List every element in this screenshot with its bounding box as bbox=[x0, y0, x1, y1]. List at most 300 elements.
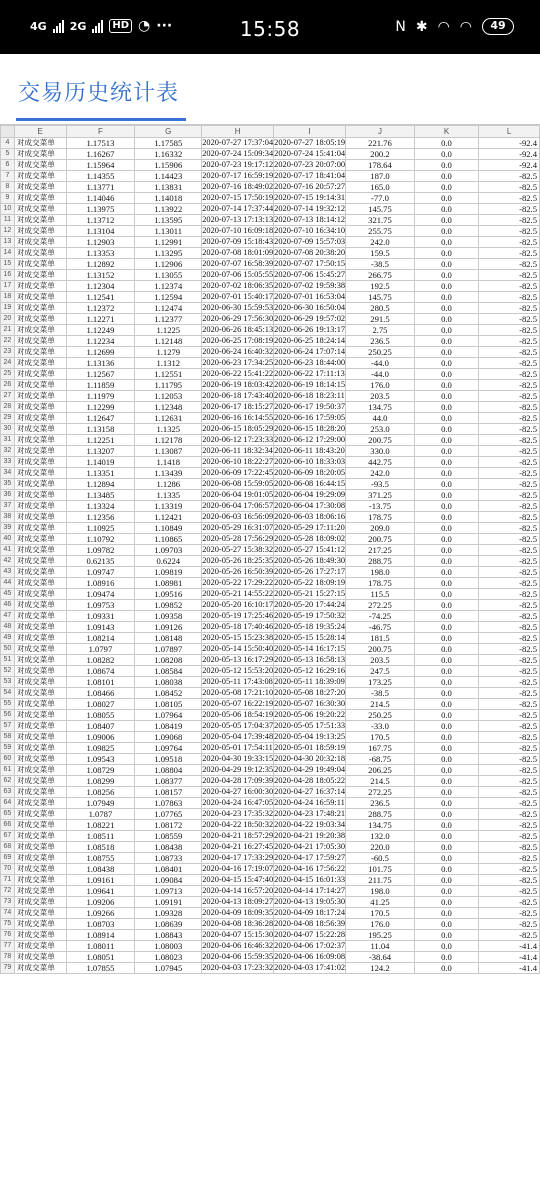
close-time-cell[interactable]: 2020-06-18 18:23:11 bbox=[274, 391, 345, 400]
row-number[interactable]: 45 bbox=[1, 589, 15, 600]
close-price-cell[interactable]: 1.07964 bbox=[135, 710, 202, 721]
swap-cell[interactable]: -41.4 bbox=[479, 952, 540, 963]
row-number[interactable]: 18 bbox=[1, 292, 15, 303]
open-price-cell[interactable]: 1.07855 bbox=[66, 963, 135, 974]
commission-cell[interactable]: 0.0 bbox=[414, 930, 478, 941]
open-time-cell[interactable]: 2020-07-23 19:17:12 bbox=[202, 160, 274, 169]
open-price-cell[interactable]: 1.13324 bbox=[66, 501, 135, 512]
trade-type-cell[interactable]: 对成交菜单 bbox=[14, 886, 66, 897]
profit-cell[interactable]: 159.5 bbox=[346, 248, 415, 259]
profit-cell[interactable]: -60.5 bbox=[346, 853, 415, 864]
open-time-cell[interactable]: 2020-05-26 18:25:35 bbox=[202, 556, 274, 565]
open-time-cell[interactable]: 2020-05-29 16:31:07 bbox=[202, 523, 274, 532]
row-number[interactable]: 33 bbox=[1, 457, 15, 468]
trade-type-cell[interactable]: 对成交菜单 bbox=[14, 589, 66, 600]
close-price-cell[interactable]: 1.08023 bbox=[135, 952, 202, 963]
open-time-cell[interactable]: 2020-05-22 17:29:22 bbox=[202, 578, 274, 587]
trade-type-cell[interactable]: 对成交菜单 bbox=[14, 160, 66, 171]
profit-cell[interactable]: 115.5 bbox=[346, 589, 415, 600]
close-price-cell[interactable]: 1.13922 bbox=[135, 204, 202, 215]
open-price-cell[interactable]: 1.08051 bbox=[66, 952, 135, 963]
commission-cell[interactable]: 0.0 bbox=[414, 842, 478, 853]
open-price-cell[interactable]: 1.09825 bbox=[66, 743, 135, 754]
close-price-cell[interactable]: 1.08377 bbox=[135, 776, 202, 787]
profit-cell[interactable]: 247.5 bbox=[346, 666, 415, 677]
commission-cell[interactable]: 0.0 bbox=[414, 347, 478, 358]
open-time-cell[interactable]: 2020-07-10 16:09:18 bbox=[202, 226, 274, 235]
open-price-cell[interactable]: 0.62135 bbox=[66, 556, 135, 567]
close-time-cell[interactable]: 2020-07-23 20:07:00 bbox=[274, 160, 346, 169]
commission-cell[interactable]: 0.0 bbox=[414, 534, 478, 545]
swap-cell[interactable]: -82.5 bbox=[479, 765, 540, 776]
trade-type-cell[interactable]: 对成交菜单 bbox=[14, 281, 66, 292]
row-number[interactable]: 28 bbox=[1, 402, 15, 413]
row-number[interactable]: 21 bbox=[1, 325, 15, 336]
trade-type-cell[interactable]: 对成交菜单 bbox=[14, 369, 66, 380]
profit-cell[interactable]: 203.5 bbox=[346, 391, 415, 402]
open-price-cell[interactable]: 1.11979 bbox=[66, 391, 135, 402]
close-time-cell[interactable]: 2020-05-06 19:20:22 bbox=[274, 710, 346, 719]
commission-cell[interactable]: 0.0 bbox=[414, 765, 478, 776]
profit-cell[interactable]: 272.25 bbox=[346, 787, 415, 798]
row-number[interactable]: 39 bbox=[1, 523, 15, 534]
close-price-cell[interactable]: 1.08419 bbox=[135, 721, 202, 732]
swap-cell[interactable]: -82.5 bbox=[479, 589, 540, 600]
commission-cell[interactable]: 0.0 bbox=[414, 721, 478, 732]
column-header[interactable]: F bbox=[66, 126, 135, 138]
row-number[interactable]: 15 bbox=[1, 259, 15, 270]
open-price-cell[interactable]: 1.12249 bbox=[66, 325, 135, 336]
row-number[interactable]: 57 bbox=[1, 721, 15, 732]
profit-cell[interactable]: 192.5 bbox=[346, 281, 415, 292]
close-price-cell[interactable]: 1.16332 bbox=[135, 149, 202, 160]
close-time-cell[interactable]: 2020-04-27 16:37:14 bbox=[274, 787, 346, 796]
commission-cell[interactable]: 0.0 bbox=[414, 556, 478, 567]
swap-cell[interactable]: -82.5 bbox=[479, 281, 540, 292]
commission-cell[interactable]: 0.0 bbox=[414, 886, 478, 897]
commission-cell[interactable]: 0.0 bbox=[414, 963, 478, 974]
close-time-cell[interactable]: 2020-07-17 18:41:04 bbox=[274, 171, 346, 180]
open-price-cell[interactable]: 1.08755 bbox=[66, 853, 135, 864]
row-number[interactable]: 36 bbox=[1, 490, 15, 501]
close-time-cell[interactable]: 2020-05-28 18:09:02 bbox=[274, 534, 346, 543]
close-time-cell[interactable]: 2020-04-03 17:41:02 bbox=[274, 963, 346, 972]
close-price-cell[interactable]: 1.1312 bbox=[135, 358, 202, 369]
profit-cell[interactable]: 181.5 bbox=[346, 633, 415, 644]
swap-cell[interactable]: -82.5 bbox=[479, 787, 540, 798]
row-number[interactable]: 10 bbox=[1, 204, 15, 215]
trade-type-cell[interactable]: 对成交菜单 bbox=[14, 380, 66, 391]
profit-cell[interactable]: -33.0 bbox=[346, 721, 415, 732]
close-time-cell[interactable]: 2020-07-15 19:14:31 bbox=[274, 193, 346, 202]
open-price-cell[interactable]: 1.08729 bbox=[66, 765, 135, 776]
commission-cell[interactable]: 0.0 bbox=[414, 204, 478, 215]
close-time-cell[interactable]: 2020-06-04 19:29:09 bbox=[274, 490, 346, 499]
row-number[interactable]: 13 bbox=[1, 237, 15, 248]
trade-type-cell[interactable]: 对成交菜单 bbox=[14, 204, 66, 215]
swap-cell[interactable]: -82.5 bbox=[479, 721, 540, 732]
swap-cell[interactable]: -82.5 bbox=[479, 402, 540, 413]
open-price-cell[interactable]: 1.08438 bbox=[66, 864, 135, 875]
close-price-cell[interactable]: 1.13087 bbox=[135, 446, 202, 457]
profit-cell[interactable]: 217.25 bbox=[346, 545, 415, 556]
swap-cell[interactable]: -82.5 bbox=[479, 875, 540, 886]
open-time-cell[interactable]: 2020-06-08 15:59:05 bbox=[202, 479, 274, 488]
close-price-cell[interactable]: 1.12421 bbox=[135, 512, 202, 523]
trade-type-cell[interactable]: 对成交菜单 bbox=[14, 523, 66, 534]
close-price-cell[interactable]: 1.13295 bbox=[135, 248, 202, 259]
profit-cell[interactable]: -38.5 bbox=[346, 259, 415, 270]
open-price-cell[interactable]: 1.14355 bbox=[66, 171, 135, 182]
close-price-cell[interactable]: 1.09516 bbox=[135, 589, 202, 600]
open-price-cell[interactable]: 1.12356 bbox=[66, 512, 135, 523]
open-time-cell[interactable]: 2020-04-14 16:57:20 bbox=[202, 886, 274, 895]
swap-cell[interactable]: -82.5 bbox=[479, 930, 540, 941]
open-time-cell[interactable]: 2020-04-07 15:15:30 bbox=[202, 930, 274, 939]
open-price-cell[interactable]: 1.09331 bbox=[66, 611, 135, 622]
row-number[interactable]: 65 bbox=[1, 809, 15, 820]
profit-cell[interactable]: 330.0 bbox=[346, 446, 415, 457]
profit-cell[interactable]: 266.75 bbox=[346, 270, 415, 281]
close-time-cell[interactable]: 2020-05-14 16:17:15 bbox=[274, 644, 346, 653]
trade-type-cell[interactable]: 对成交菜单 bbox=[14, 138, 66, 149]
swap-cell[interactable]: -82.5 bbox=[479, 699, 540, 710]
commission-cell[interactable]: 0.0 bbox=[414, 941, 478, 952]
profit-cell[interactable]: 198.0 bbox=[346, 567, 415, 578]
close-time-cell[interactable]: 2020-06-11 18:43:20 bbox=[274, 446, 345, 455]
swap-cell[interactable]: -82.5 bbox=[479, 226, 540, 237]
trade-type-cell[interactable]: 对成交菜单 bbox=[14, 171, 66, 182]
open-price-cell[interactable]: 1.09543 bbox=[66, 754, 135, 765]
row-number[interactable]: 74 bbox=[1, 908, 15, 919]
close-time-cell[interactable]: 2020-07-08 20:38:20 bbox=[274, 248, 346, 257]
close-time-cell[interactable]: 2020-05-22 18:09:19 bbox=[274, 578, 346, 587]
close-price-cell[interactable]: 1.1279 bbox=[135, 347, 202, 358]
commission-cell[interactable]: 0.0 bbox=[414, 270, 478, 281]
close-price-cell[interactable]: 1.10865 bbox=[135, 534, 202, 545]
swap-cell[interactable]: -82.5 bbox=[479, 413, 540, 424]
commission-cell[interactable]: 0.0 bbox=[414, 820, 478, 831]
open-price-cell[interactable]: 1.12647 bbox=[66, 413, 135, 424]
open-price-cell[interactable]: 1.09782 bbox=[66, 545, 135, 556]
close-time-cell[interactable]: 2020-05-08 18:27:20 bbox=[274, 688, 346, 697]
trade-type-cell[interactable]: 对成交菜单 bbox=[14, 215, 66, 226]
close-price-cell[interactable]: 0.6224 bbox=[135, 556, 202, 567]
close-price-cell[interactable]: 1.08559 bbox=[135, 831, 202, 842]
profit-cell[interactable]: 220.0 bbox=[346, 842, 415, 853]
row-number[interactable]: 42 bbox=[1, 556, 15, 567]
swap-cell[interactable]: -82.5 bbox=[479, 578, 540, 589]
row-number[interactable]: 41 bbox=[1, 545, 15, 556]
open-time-cell[interactable]: 2020-07-17 16:59:19 bbox=[202, 171, 274, 180]
open-price-cell[interactable]: 1.08703 bbox=[66, 919, 135, 930]
profit-cell[interactable]: 178.75 bbox=[346, 578, 415, 589]
commission-cell[interactable]: 0.0 bbox=[414, 710, 478, 721]
profit-cell[interactable]: 255.75 bbox=[346, 226, 415, 237]
swap-cell[interactable]: -82.5 bbox=[479, 248, 540, 259]
trade-type-cell[interactable]: 对成交菜单 bbox=[14, 798, 66, 809]
trade-type-cell[interactable]: 对成交菜单 bbox=[14, 347, 66, 358]
row-number[interactable]: 17 bbox=[1, 281, 15, 292]
profit-cell[interactable]: 371.25 bbox=[346, 490, 415, 501]
open-price-cell[interactable]: 1.16267 bbox=[66, 149, 135, 160]
commission-cell[interactable]: 0.0 bbox=[414, 160, 478, 171]
open-time-cell[interactable]: 2020-07-15 17:50:19 bbox=[202, 193, 274, 202]
open-time-cell[interactable]: 2020-06-24 16:40:32 bbox=[202, 347, 274, 356]
commission-cell[interactable]: 0.0 bbox=[414, 479, 478, 490]
close-time-cell[interactable]: 2020-05-05 17:51:33 bbox=[274, 721, 346, 730]
commission-cell[interactable]: 0.0 bbox=[414, 457, 478, 468]
open-price-cell[interactable]: 1.08511 bbox=[66, 831, 135, 842]
row-number[interactable]: 64 bbox=[1, 798, 15, 809]
close-time-cell[interactable]: 2020-05-15 15:28:14 bbox=[274, 633, 346, 642]
commission-cell[interactable]: 0.0 bbox=[414, 193, 478, 204]
row-number[interactable]: 27 bbox=[1, 391, 15, 402]
commission-cell[interactable]: 0.0 bbox=[414, 358, 478, 369]
row-number[interactable]: 68 bbox=[1, 842, 15, 853]
close-time-cell[interactable]: 2020-04-15 16:01:33 bbox=[274, 875, 346, 884]
open-time-cell[interactable]: 2020-06-26 18:45:13 bbox=[202, 325, 274, 334]
commission-cell[interactable]: 0.0 bbox=[414, 281, 478, 292]
open-time-cell[interactable]: 2020-05-06 18:54:19 bbox=[202, 710, 274, 719]
open-price-cell[interactable]: 1.13158 bbox=[66, 424, 135, 435]
profit-cell[interactable]: 145.75 bbox=[346, 204, 415, 215]
profit-cell[interactable]: 41.25 bbox=[346, 897, 415, 908]
swap-cell[interactable]: -82.5 bbox=[479, 215, 540, 226]
open-time-cell[interactable]: 2020-05-15 15:23:38 bbox=[202, 633, 274, 642]
close-time-cell[interactable]: 2020-05-07 16:30:30 bbox=[274, 699, 346, 708]
swap-cell[interactable]: -82.5 bbox=[479, 776, 540, 787]
open-time-cell[interactable]: 2020-05-11 17:43:08 bbox=[202, 677, 273, 686]
close-price-cell[interactable]: 1.12906 bbox=[135, 259, 202, 270]
open-time-cell[interactable]: 2020-05-20 16:10:17 bbox=[202, 600, 274, 609]
commission-cell[interactable]: 0.0 bbox=[414, 743, 478, 754]
commission-cell[interactable]: 0.0 bbox=[414, 446, 478, 457]
profit-cell[interactable]: 321.75 bbox=[346, 215, 415, 226]
close-price-cell[interactable]: 1.09764 bbox=[135, 743, 202, 754]
row-number[interactable]: 56 bbox=[1, 710, 15, 721]
close-time-cell[interactable]: 2020-06-29 19:57:02 bbox=[274, 314, 346, 323]
open-time-cell[interactable]: 2020-07-24 15:09:34 bbox=[202, 149, 274, 158]
trade-type-cell[interactable]: 对成交菜单 bbox=[14, 765, 66, 776]
swap-cell[interactable]: -82.5 bbox=[479, 347, 540, 358]
profit-cell[interactable]: 2.75 bbox=[346, 325, 415, 336]
open-time-cell[interactable]: 2020-04-28 17:09:39 bbox=[202, 776, 274, 785]
trade-type-cell[interactable]: 对成交菜单 bbox=[14, 578, 66, 589]
trade-type-cell[interactable]: 对成交菜单 bbox=[14, 358, 66, 369]
close-price-cell[interactable]: 1.08038 bbox=[135, 677, 202, 688]
commission-cell[interactable]: 0.0 bbox=[414, 952, 478, 963]
close-price-cell[interactable]: 1.1225 bbox=[135, 325, 202, 336]
commission-cell[interactable]: 0.0 bbox=[414, 468, 478, 479]
trade-type-cell[interactable]: 对成交菜单 bbox=[14, 226, 66, 237]
swap-cell[interactable]: -82.5 bbox=[479, 677, 540, 688]
row-number[interactable]: 4 bbox=[1, 138, 15, 149]
close-time-cell[interactable]: 2020-04-21 17:05:30 bbox=[274, 842, 346, 851]
profit-cell[interactable]: 11.04 bbox=[346, 941, 415, 952]
open-time-cell[interactable]: 2020-04-22 18:50:32 bbox=[202, 820, 274, 829]
close-time-cell[interactable]: 2020-06-16 17:59:05 bbox=[274, 413, 346, 422]
open-time-cell[interactable]: 2020-04-06 15:59:35 bbox=[202, 952, 274, 961]
open-time-cell[interactable]: 2020-07-08 18:01:09 bbox=[202, 248, 274, 257]
trade-type-cell[interactable]: 对成交菜单 bbox=[14, 875, 66, 886]
open-price-cell[interactable]: 1.08466 bbox=[66, 688, 135, 699]
profit-cell[interactable]: -44.0 bbox=[346, 369, 415, 380]
open-price-cell[interactable]: 1.08407 bbox=[66, 721, 135, 732]
trade-type-cell[interactable]: 对成交菜单 bbox=[14, 292, 66, 303]
profit-cell[interactable]: 176.0 bbox=[346, 380, 415, 391]
row-number[interactable]: 46 bbox=[1, 600, 15, 611]
open-price-cell[interactable]: 1.08027 bbox=[66, 699, 135, 710]
open-price-cell[interactable]: 1.13975 bbox=[66, 204, 135, 215]
open-price-cell[interactable]: 1.14019 bbox=[66, 457, 135, 468]
trade-type-cell[interactable]: 对成交菜单 bbox=[14, 435, 66, 446]
open-time-cell[interactable]: 2020-06-19 18:03:42 bbox=[202, 380, 274, 389]
row-number[interactable]: 29 bbox=[1, 413, 15, 424]
trade-type-cell[interactable]: 对成交菜单 bbox=[14, 182, 66, 193]
trade-type-cell[interactable]: 对成交菜单 bbox=[14, 952, 66, 963]
open-price-cell[interactable]: 1.13207 bbox=[66, 446, 135, 457]
profit-cell[interactable]: 214.5 bbox=[346, 699, 415, 710]
close-time-cell[interactable]: 2020-04-06 17:02:37 bbox=[274, 941, 346, 950]
profit-cell[interactable]: -74.25 bbox=[346, 611, 415, 622]
row-number[interactable]: 40 bbox=[1, 534, 15, 545]
swap-cell[interactable]: -92.4 bbox=[479, 160, 540, 171]
swap-cell[interactable]: -82.5 bbox=[479, 479, 540, 490]
row-number[interactable]: 20 bbox=[1, 314, 15, 325]
swap-cell[interactable]: -82.5 bbox=[479, 325, 540, 336]
swap-cell[interactable]: -82.5 bbox=[479, 270, 540, 281]
open-time-cell[interactable]: 2020-06-22 15:41:22 bbox=[202, 369, 274, 378]
open-time-cell[interactable]: 2020-07-27 17:37:04 bbox=[202, 138, 274, 147]
commission-cell[interactable]: 0.0 bbox=[414, 336, 478, 347]
open-price-cell[interactable]: 1.12541 bbox=[66, 292, 135, 303]
commission-cell[interactable]: 0.0 bbox=[414, 413, 478, 424]
close-time-cell[interactable]: 2020-05-26 17:27:17 bbox=[274, 567, 346, 576]
open-time-cell[interactable]: 2020-05-07 16:22:19 bbox=[202, 699, 274, 708]
row-number[interactable]: 16 bbox=[1, 270, 15, 281]
trade-type-cell[interactable]: 对成交菜单 bbox=[14, 831, 66, 842]
close-time-cell[interactable]: 2020-04-29 19:49:04 bbox=[274, 765, 346, 774]
swap-cell[interactable]: -82.5 bbox=[479, 446, 540, 457]
open-time-cell[interactable]: 2020-06-30 15:59:53 bbox=[202, 303, 274, 312]
row-number[interactable]: 73 bbox=[1, 897, 15, 908]
close-price-cell[interactable]: 1.08981 bbox=[135, 578, 202, 589]
commission-cell[interactable]: 0.0 bbox=[414, 677, 478, 688]
close-price-cell[interactable]: 1.1286 bbox=[135, 479, 202, 490]
close-price-cell[interactable]: 1.13595 bbox=[135, 215, 202, 226]
close-price-cell[interactable]: 1.08003 bbox=[135, 941, 202, 952]
profit-cell[interactable]: 176.0 bbox=[346, 919, 415, 930]
trade-type-cell[interactable]: 对成交菜单 bbox=[14, 248, 66, 259]
open-time-cell[interactable]: 2020-04-24 16:47:05 bbox=[202, 798, 274, 807]
profit-cell[interactable]: 173.25 bbox=[346, 677, 415, 688]
commission-cell[interactable]: 0.0 bbox=[414, 787, 478, 798]
close-price-cell[interactable]: 1.09713 bbox=[135, 886, 202, 897]
close-time-cell[interactable]: 2020-05-27 15:41:12 bbox=[274, 545, 346, 554]
row-number[interactable]: 55 bbox=[1, 699, 15, 710]
close-time-cell[interactable]: 2020-06-04 17:30:08 bbox=[274, 501, 346, 510]
open-price-cell[interactable]: 1.09006 bbox=[66, 732, 135, 743]
row-number[interactable]: 50 bbox=[1, 644, 15, 655]
open-time-cell[interactable]: 2020-07-09 15:18:43 bbox=[202, 237, 274, 246]
row-number[interactable]: 59 bbox=[1, 743, 15, 754]
swap-cell[interactable]: -82.5 bbox=[479, 193, 540, 204]
open-time-cell[interactable]: 2020-04-23 17:35:32 bbox=[202, 809, 274, 818]
close-price-cell[interactable]: 1.08452 bbox=[135, 688, 202, 699]
close-time-cell[interactable]: 2020-07-06 15:45:27 bbox=[274, 270, 346, 279]
open-time-cell[interactable]: 2020-06-04 19:01:05 bbox=[202, 490, 274, 499]
commission-cell[interactable]: 0.0 bbox=[414, 171, 478, 182]
trade-type-cell[interactable]: 对成交菜单 bbox=[14, 259, 66, 270]
swap-cell[interactable]: -82.5 bbox=[479, 292, 540, 303]
close-price-cell[interactable]: 1.07863 bbox=[135, 798, 202, 809]
profit-cell[interactable]: 211.75 bbox=[346, 875, 415, 886]
close-time-cell[interactable]: 2020-04-09 18:17:24 bbox=[274, 908, 346, 917]
row-number[interactable]: 37 bbox=[1, 501, 15, 512]
commission-cell[interactable]: 0.0 bbox=[414, 215, 478, 226]
close-price-cell[interactable]: 1.13439 bbox=[135, 468, 202, 479]
open-time-cell[interactable]: 2020-04-21 18:57:29 bbox=[202, 831, 274, 840]
commission-cell[interactable]: 0.0 bbox=[414, 237, 478, 248]
open-time-cell[interactable]: 2020-06-03 16:56:09 bbox=[202, 512, 274, 521]
row-number[interactable]: 75 bbox=[1, 919, 15, 930]
close-time-cell[interactable]: 2020-07-16 20:57:27 bbox=[274, 182, 346, 191]
trade-type-cell[interactable]: 对成交菜单 bbox=[14, 237, 66, 248]
open-time-cell[interactable]: 2020-05-12 15:53:20 bbox=[202, 666, 274, 675]
swap-cell[interactable]: -92.4 bbox=[479, 138, 540, 149]
commission-cell[interactable]: 0.0 bbox=[414, 622, 478, 633]
commission-cell[interactable]: 0.0 bbox=[414, 633, 478, 644]
row-number[interactable]: 52 bbox=[1, 666, 15, 677]
profit-cell[interactable]: 167.75 bbox=[346, 743, 415, 754]
open-time-cell[interactable]: 2020-05-01 17:54:11 bbox=[202, 743, 273, 752]
row-number[interactable]: 31 bbox=[1, 435, 15, 446]
swap-cell[interactable]: -82.5 bbox=[479, 600, 540, 611]
open-time-cell[interactable]: 2020-05-19 17:25:46 bbox=[202, 611, 274, 620]
row-number[interactable]: 47 bbox=[1, 611, 15, 622]
open-time-cell[interactable]: 2020-06-16 16:14:55 bbox=[202, 413, 274, 422]
trade-type-cell[interactable]: 对成交菜单 bbox=[14, 809, 66, 820]
trade-type-cell[interactable]: 对成交菜单 bbox=[14, 611, 66, 622]
commission-cell[interactable]: 0.0 bbox=[414, 732, 478, 743]
trade-type-cell[interactable]: 对成交菜单 bbox=[14, 457, 66, 468]
trade-type-cell[interactable]: 对成交菜单 bbox=[14, 391, 66, 402]
profit-cell[interactable]: 221.76 bbox=[346, 138, 415, 149]
open-time-cell[interactable]: 2020-04-09 18:09:35 bbox=[202, 908, 274, 917]
close-time-cell[interactable]: 2020-05-26 18:49:30 bbox=[274, 556, 346, 565]
close-time-cell[interactable]: 2020-04-08 18:56:39 bbox=[274, 919, 346, 928]
open-time-cell[interactable]: 2020-04-27 16:00:30 bbox=[202, 787, 274, 796]
row-number[interactable]: 30 bbox=[1, 424, 15, 435]
open-price-cell[interactable]: 1.10925 bbox=[66, 523, 135, 534]
open-price-cell[interactable]: 1.11859 bbox=[66, 380, 135, 391]
close-price-cell[interactable]: 1.12374 bbox=[135, 281, 202, 292]
row-number[interactable]: 66 bbox=[1, 820, 15, 831]
close-price-cell[interactable]: 1.12631 bbox=[135, 413, 202, 424]
row-number[interactable]: 60 bbox=[1, 754, 15, 765]
row-number[interactable]: 7 bbox=[1, 171, 15, 182]
close-time-cell[interactable]: 2020-06-25 18:24:14 bbox=[274, 336, 346, 345]
open-time-cell[interactable]: 2020-06-10 18:22:27 bbox=[202, 457, 274, 466]
row-number[interactable]: 49 bbox=[1, 633, 15, 644]
trade-type-cell[interactable]: 对成交菜单 bbox=[14, 710, 66, 721]
swap-cell[interactable]: -82.5 bbox=[479, 754, 540, 765]
commission-cell[interactable]: 0.0 bbox=[414, 391, 478, 402]
commission-cell[interactable]: 0.0 bbox=[414, 666, 478, 677]
profit-cell[interactable]: 170.5 bbox=[346, 908, 415, 919]
close-time-cell[interactable]: 2020-07-14 19:32:12 bbox=[274, 204, 346, 213]
